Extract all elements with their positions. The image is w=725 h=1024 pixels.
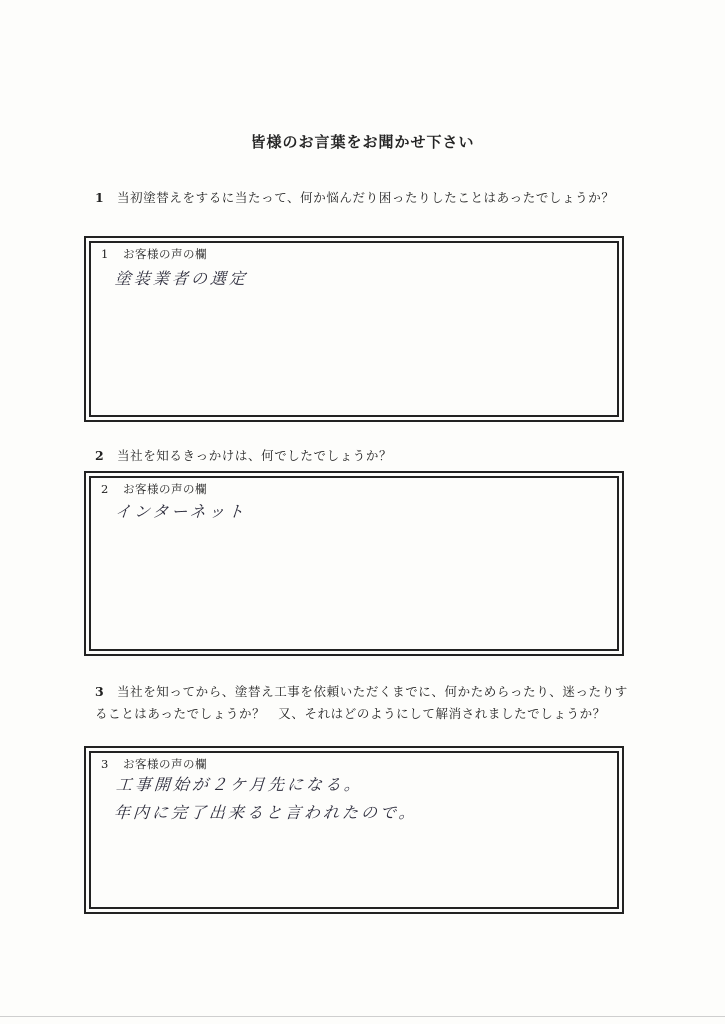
question-2 <box>95 445 630 467</box>
answer-box-frame <box>89 241 619 417</box>
question-number: 1 <box>95 190 105 205</box>
box-label-text: お客様の声の欄 <box>123 757 207 771</box>
scan-edge-line <box>0 1016 725 1017</box>
box-label-text: お客様の声の欄 <box>123 247 207 261</box>
answer-box-frame <box>89 476 619 651</box>
box-label-number: 3 <box>101 757 109 771</box>
answer-line: 塗装業者の選定 <box>114 269 249 288</box>
handwritten-answer <box>114 265 249 293</box>
answer-box-frame <box>89 751 619 909</box>
box-label <box>101 481 207 497</box>
question-1 <box>95 187 630 209</box>
question-number: 3 <box>95 684 105 699</box>
answer-box-2 <box>84 471 624 656</box>
answer-line: 工事開始が２ケ月先になる。 <box>115 775 364 794</box>
question-number: 2 <box>95 448 105 463</box>
question-text: 当社を知るきっかけは、何でしたでしょうか？ <box>117 448 393 463</box>
handwritten-answer <box>113 771 421 827</box>
box-label-text: お客様の声の欄 <box>123 482 207 496</box>
box-label <box>101 246 207 262</box>
question-text: 当社を知ってから、塗替え工事を依頼いただくまでに、何かためらったり、迷ったりすることはあったでしょうか？ 又、それはどのようにして解消されましたでしょうか？ <box>95 684 628 721</box>
handwritten-answer <box>114 498 248 526</box>
box-label-number: 1 <box>101 247 109 261</box>
page-title: 皆様のお言葉をお聞かせ下さい <box>250 133 475 151</box>
answer-box-1 <box>84 236 624 422</box>
question-text: 当初塗替えをするに当たって、何か悩んだり困ったりしたことはあったでしょうか？ <box>117 190 615 205</box>
answer-line: インターネット <box>114 502 248 521</box>
answer-box-3 <box>84 746 624 914</box>
box-label-number: 2 <box>101 482 109 496</box>
answer-line: 年内に完了出来ると言われたので。 <box>113 803 419 822</box>
question-3 <box>95 681 630 725</box>
box-label <box>101 756 207 772</box>
